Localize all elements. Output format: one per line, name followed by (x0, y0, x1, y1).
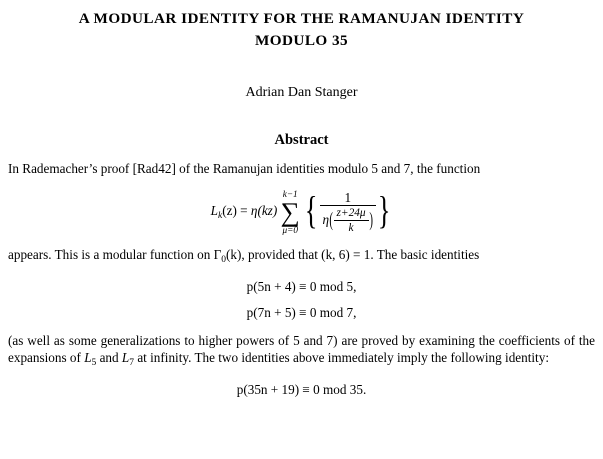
inner-numerator: z+24μ (336, 206, 366, 219)
summation-symbol (277, 188, 303, 235)
paragraph-3-L5-sub: 5 (91, 358, 97, 369)
paragraph-1-text: In Rademacher’s proof [Rad42] of the Ramanujan identities modulo 5 and 7, the function (8, 161, 481, 177)
inner-paren-right: ) (369, 208, 373, 231)
inner-denominator: k (334, 220, 369, 235)
gamma-subscript: 0 (221, 254, 226, 265)
sum-lower-limit: μ=0 (282, 224, 298, 235)
paragraph-1 (4, 160, 599, 178)
equation-4 (4, 382, 599, 398)
paragraph-3-mid: and (96, 350, 122, 366)
paragraph-3 (4, 332, 599, 370)
paragraph-2-text-a: appears. This is a modular function on Γ (8, 246, 222, 262)
paragraph-3-L7-sub: 7 (129, 358, 135, 369)
brace-right: } (377, 190, 391, 233)
abstract-heading: Abstract (274, 132, 329, 149)
equation-1-eta-arg: (kz) (257, 203, 278, 219)
inner-paren-left: ( (329, 208, 334, 231)
paragraph-2 (4, 246, 599, 267)
inner-fraction (334, 207, 369, 235)
title-line-1: A MODULAR IDENTITY FOR THE RAMANUJAN IDENTITY (78, 10, 525, 27)
paragraph-3-text-a: (as well as some generalizations to higher powers of 5 and 7) are proved by examining the coefficients of the expansions of (8, 332, 595, 366)
fraction-denominator (320, 205, 376, 235)
equation-4-text: p(35n + 19) ≡ 0 mod 35. (236, 381, 367, 397)
eta-denominator-symbol: η (322, 211, 330, 227)
equation-2-text: p(5n + 4) ≡ 0 mod 5, (246, 278, 357, 294)
equation-1 (4, 190, 599, 235)
equation-3 (4, 305, 599, 321)
paragraph-3-text-b: at infinity. The two identities above immediately imply the following identity: (134, 350, 549, 366)
author-name: Adrian Dan Stanger (245, 85, 358, 101)
sigma-glyph: ∑ (280, 196, 300, 227)
equation-3-text: p(7n + 5) ≡ 0 mod 7, (246, 304, 357, 320)
equation-2 (4, 279, 599, 295)
title-line-2: MODULO 35 (254, 32, 349, 50)
equation-1-fraction (320, 190, 376, 235)
paragraph-3-L5: L (84, 350, 92, 366)
eta-symbol: η (250, 203, 258, 219)
sum-upper-limit: k−1 (282, 188, 298, 199)
equation-1-lhs-fn: L (210, 203, 218, 219)
paragraph-2-text-b: (k), provided that (k, 6) = 1. The basic identities (225, 246, 480, 262)
fraction-numerator: 1 (344, 189, 352, 205)
paragraph-3-L7: L (121, 350, 130, 366)
brace-left: { (305, 190, 318, 233)
equation-1-lhs-arg: (z) = (222, 203, 251, 219)
equation-1-lhs-sub: k (218, 211, 223, 222)
page-title (12, 8, 591, 52)
